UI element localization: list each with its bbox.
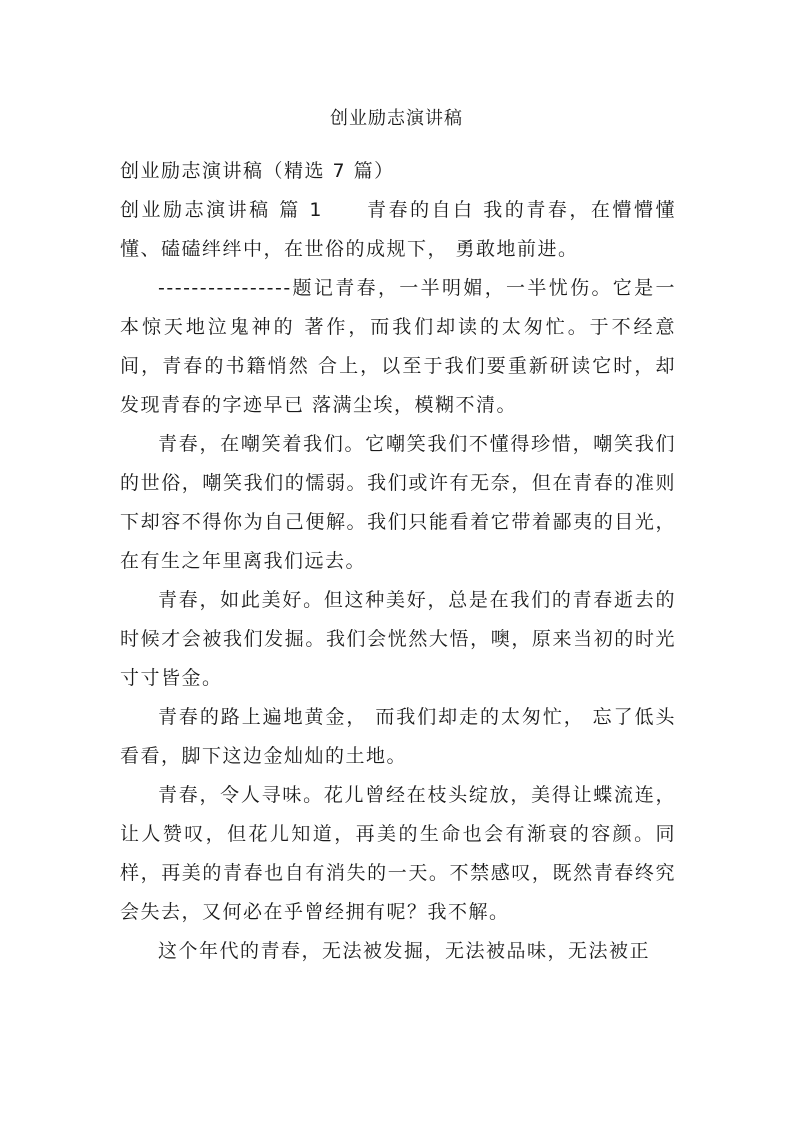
paragraph-7: 这个年代的青春，无法被发掘，无法被品味，无法被正 (158, 940, 651, 962)
document-body (120, 152, 676, 971)
paragraph-6: 青春，令人寻味。花儿曾经在枝头绽放，美得让蝶流连，让人赞叹，但花儿知道，再美的生命也会有渐衰的容颜。同样，再美的青春也自有消失的一天。不禁感叹，既然青春终究会失去，又何必在乎曾经拥有呢？我不解。 (120, 784, 676, 923)
document-subtitle: 创业励志演讲稿（精选 7 篇） (120, 160, 395, 182)
paragraph-1: 创业励志演讲稿 篇 1 青春的自白 我的青春，在懵懵懂懂、磕磕绊绊中，在世俗的成规下， 勇敢地前进。 (120, 199, 676, 260)
paragraph-4: 青春，如此美好。但这种美好，总是在我们的青春逝去的时候才会被我们发掘。我们会恍然大悟，噢，原来当初的时光寸寸皆金。 (120, 589, 676, 689)
paragraph-5: 青春的路上遍地黄金， 而我们却走的太匆忙， 忘了低头看看，脚下这边金灿灿的土地。 (120, 706, 676, 767)
paragraph-3: 青春，在嘲笑着我们。它嘲笑我们不懂得珍惜，嘲笑我们的世俗，嘲笑我们的懦弱。我们或许有无奈，但在青春的准则下却容不得你为自己便解。我们只能看着它带着鄙夷的目光，在有生之年里离我们远去。 (120, 433, 676, 572)
paragraph-2: ----------------题记青春，一半明媚，一半忧伤。它是一本惊天地泣鬼神的 著作，而我们却读的太匆忙。于不经意间，青春的书籍悄然 合上，以至于我们要重新研读它时，却发现青春的字迹早已 落满尘埃，模糊不清。 (120, 277, 676, 416)
document-title: 创业励志演讲稿 (330, 108, 463, 129)
